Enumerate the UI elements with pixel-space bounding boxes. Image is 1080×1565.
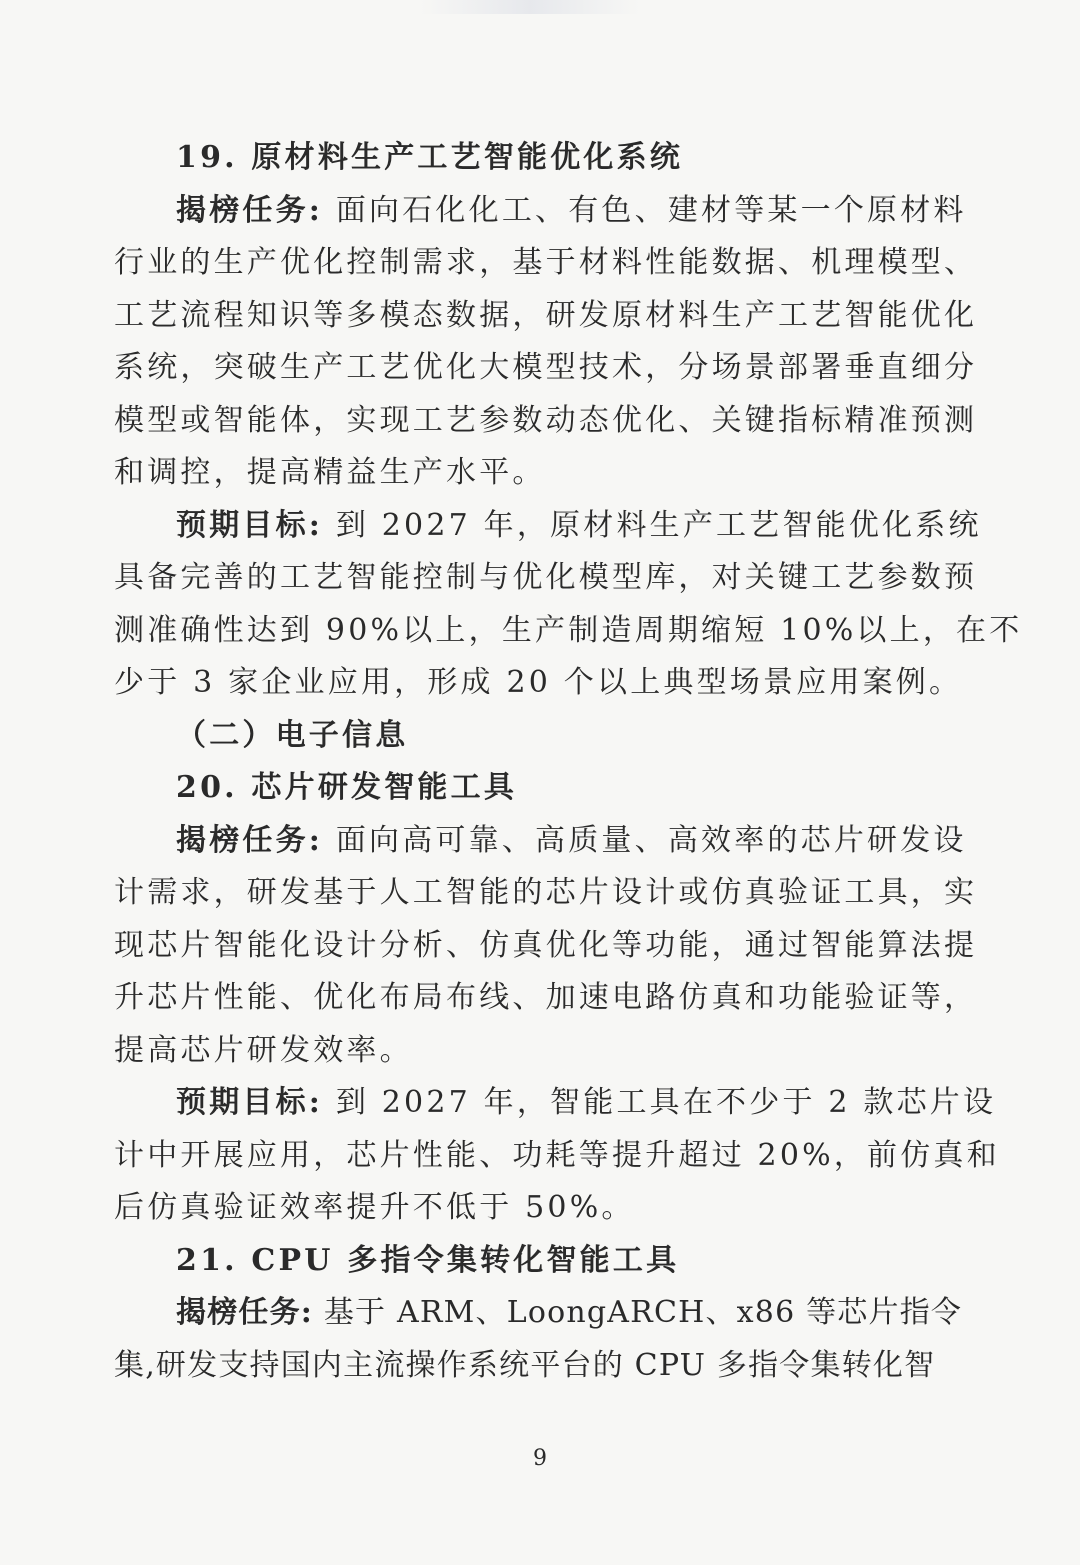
section-20-task-line-1 bbox=[114, 815, 967, 868]
section-21-task-line-1 bbox=[114, 1287, 963, 1340]
section-20-goal-line-3: 后仿真验证效率提升不低于 50%。 bbox=[114, 1190, 635, 1225]
paragraph-text: 到 2027 年，原材料生产工艺智能优化系统 bbox=[335, 507, 982, 543]
section-19-goal-line-2: 具备完善的工艺智能控制与优化模型库，对关键工艺参数预 bbox=[114, 560, 978, 595]
paragraph-text: 到 2027 年，智能工具在不少于 2 款芯片设 bbox=[335, 1085, 997, 1120]
task-label: 揭榜任务: bbox=[176, 822, 324, 858]
section-20-task-line-3: 现芯片智能化设计分析、仿真优化等功能，通过智能算法提 bbox=[114, 927, 978, 963]
goal-label: 预期目标: bbox=[176, 507, 324, 543]
section-19-task-line-1 bbox=[114, 185, 967, 238]
document-body bbox=[114, 132, 1023, 1392]
section-20-task-line-2: 计需求，研发基于人工智能的芯片设计或仿真验证工具，实 bbox=[114, 875, 978, 910]
section-20-goal-line-1 bbox=[114, 1077, 997, 1130]
section-19-goal-line-4: 少于 3 家企业应用，形成 20 个以上典型场景应用案例。 bbox=[114, 665, 963, 700]
section-19-goal-line-3: 测准确性达到 90%以上，生产制造周期缩短 10%以上，在不 bbox=[114, 612, 1023, 648]
scan-artifact bbox=[420, 0, 640, 14]
section-19-heading: 19. 原材料生产工艺智能优化系统 bbox=[176, 140, 684, 175]
paragraph-text: 面向石化化工、有色、建材等某一个原材料 bbox=[335, 192, 967, 228]
page-number: 9 bbox=[533, 1446, 547, 1471]
section-19-task-line-6: 和调控，提高精益生产水平。 bbox=[114, 455, 546, 490]
section-20-task-line-5: 提高芯片研发效率。 bbox=[114, 1032, 413, 1068]
task-label: 揭榜任务: bbox=[176, 1295, 314, 1330]
section-20-goal-line-2: 计中开展应用，芯片性能、功耗等提升超过 20%，前仿真和 bbox=[114, 1137, 1000, 1173]
goal-label: 预期目标: bbox=[176, 1085, 324, 1120]
paragraph-text: 基于 ARM、LoongARCH、x86 等芯片指令 bbox=[323, 1295, 963, 1330]
section-20-heading: 20. 芯片研发智能工具 bbox=[176, 770, 518, 805]
section-19-task-line-2: 行业的生产优化控制需求，基于材料性能数据、机理模型、 bbox=[114, 245, 978, 280]
section-19-goal-line-1 bbox=[114, 500, 982, 553]
section-19-task-line-5: 模型或智能体，实现工艺参数动态优化、关键指标精准预测 bbox=[114, 402, 978, 438]
section-21-heading: 21. CPU 多指令集转化智能工具 bbox=[176, 1242, 680, 1278]
paragraph-text: 面向高可靠、高质量、高效率的芯片研发设 bbox=[335, 822, 967, 858]
section-21-task-line-2: 集,研发支持国内主流操作系统平台的 CPU 多指令集转化智 bbox=[114, 1347, 936, 1383]
section-19-task-line-4: 系统，突破生产工艺优化大模型技术，分场景部署垂直细分 bbox=[114, 350, 978, 385]
section-19-task-line-3: 工艺流程知识等多模态数据，研发原材料生产工艺智能优化 bbox=[114, 297, 978, 333]
category-heading: （二）电子信息 bbox=[176, 717, 409, 753]
task-label: 揭榜任务: bbox=[176, 192, 324, 228]
section-20-task-line-4: 升芯片性能、优化布局布线、加速电路仿真和功能验证等， bbox=[114, 980, 978, 1015]
